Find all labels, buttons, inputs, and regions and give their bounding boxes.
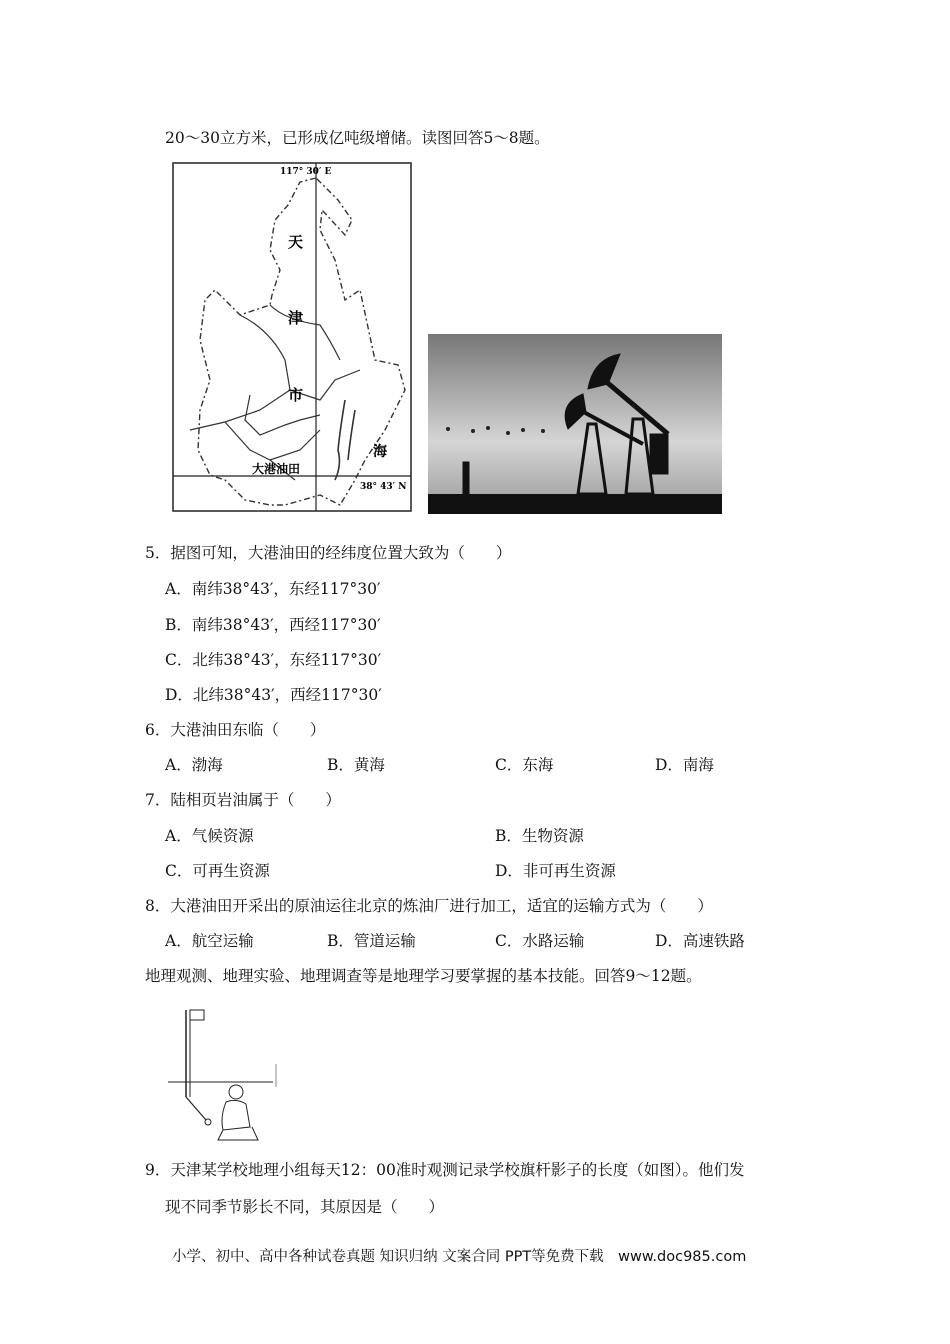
- flag: [190, 1010, 204, 1020]
- question-8-option-a[interactable]: A．航空运输: [165, 932, 254, 950]
- intro-continuation: 20～30立方米，已形成亿吨级增储。读图回答5～8题。: [165, 129, 550, 147]
- sea-label: 海: [373, 444, 387, 460]
- question-6-option-c[interactable]: C．东海: [495, 756, 554, 774]
- question-9-line2: 现不同季节影长不同，其原因是（ ）: [165, 1198, 445, 1216]
- footer-ad[interactable]: 小学、初中、高中各种试卷真题 知识归纳 文案合同 PPT等免费下载 www.doc985.com: [172, 1249, 747, 1265]
- shadow-line: [186, 1097, 206, 1120]
- question-7-option-c[interactable]: C．可再生资源: [165, 862, 270, 880]
- map-label-jin: 津: [288, 309, 304, 327]
- student-head: [229, 1085, 243, 1099]
- question-6-option-b[interactable]: B．黄海: [327, 756, 385, 774]
- question-9-line1: 9．天津某学校地理小组每天12：00准时观测记录学校旗杆影子的长度（如图）。他们发: [145, 1161, 745, 1179]
- question-5-option-c[interactable]: C．北纬38°43′，东经117°30′: [165, 651, 382, 669]
- oil-pump-photo: [428, 334, 722, 514]
- question-8-option-d[interactable]: D．高速铁路: [655, 932, 745, 950]
- question-7-option-d[interactable]: D．非可再生资源: [495, 862, 616, 880]
- question-6-option-a[interactable]: A．渤海: [165, 756, 223, 774]
- question-6-option-d[interactable]: D．南海: [655, 756, 714, 774]
- question-7-option-a[interactable]: A．气候资源: [165, 827, 254, 845]
- question-8-option-b[interactable]: B．管道运输: [327, 932, 416, 950]
- question-6-stem: 6．大港油田东临（ ）: [145, 721, 326, 739]
- map-label-shi: 市: [288, 386, 304, 404]
- question-7-stem: 7．陆相页岩油属于（ ）: [145, 791, 341, 809]
- section-intro: 地理观测、地理实验、地理调查等是地理学习要掌握的基本技能。回答9～12题。: [145, 967, 702, 985]
- question-7-option-b[interactable]: B．生物资源: [495, 827, 584, 845]
- tianjin-map-figure: [170, 160, 416, 514]
- question-5-option-d[interactable]: D．北纬38°43′，西经117°30′: [165, 686, 382, 704]
- question-8-option-c[interactable]: C．水路运输: [495, 932, 585, 950]
- map-label-tian: 天: [288, 233, 304, 251]
- student-body: [218, 1100, 258, 1140]
- longitude-label: 117° 30′ E: [280, 167, 332, 177]
- question-5-option-a[interactable]: A．南纬38°43′，东经117°30′: [165, 580, 381, 598]
- latitude-label: 38° 43′ N: [360, 482, 407, 492]
- oilfield-label: 大港油田: [252, 462, 301, 476]
- flagpole-shadow-figure: [168, 1002, 283, 1144]
- question-5-option-b[interactable]: B．南纬38°43′，西经117°30′: [165, 616, 381, 634]
- question-5-stem: 5．据图可知，大港油田的经纬度位置大致为（ ）: [145, 544, 512, 562]
- question-8-stem: 8．大港油田开采出的原油运往北京的炼油厂进行加工，适宜的运输方式为（ ）: [145, 897, 713, 915]
